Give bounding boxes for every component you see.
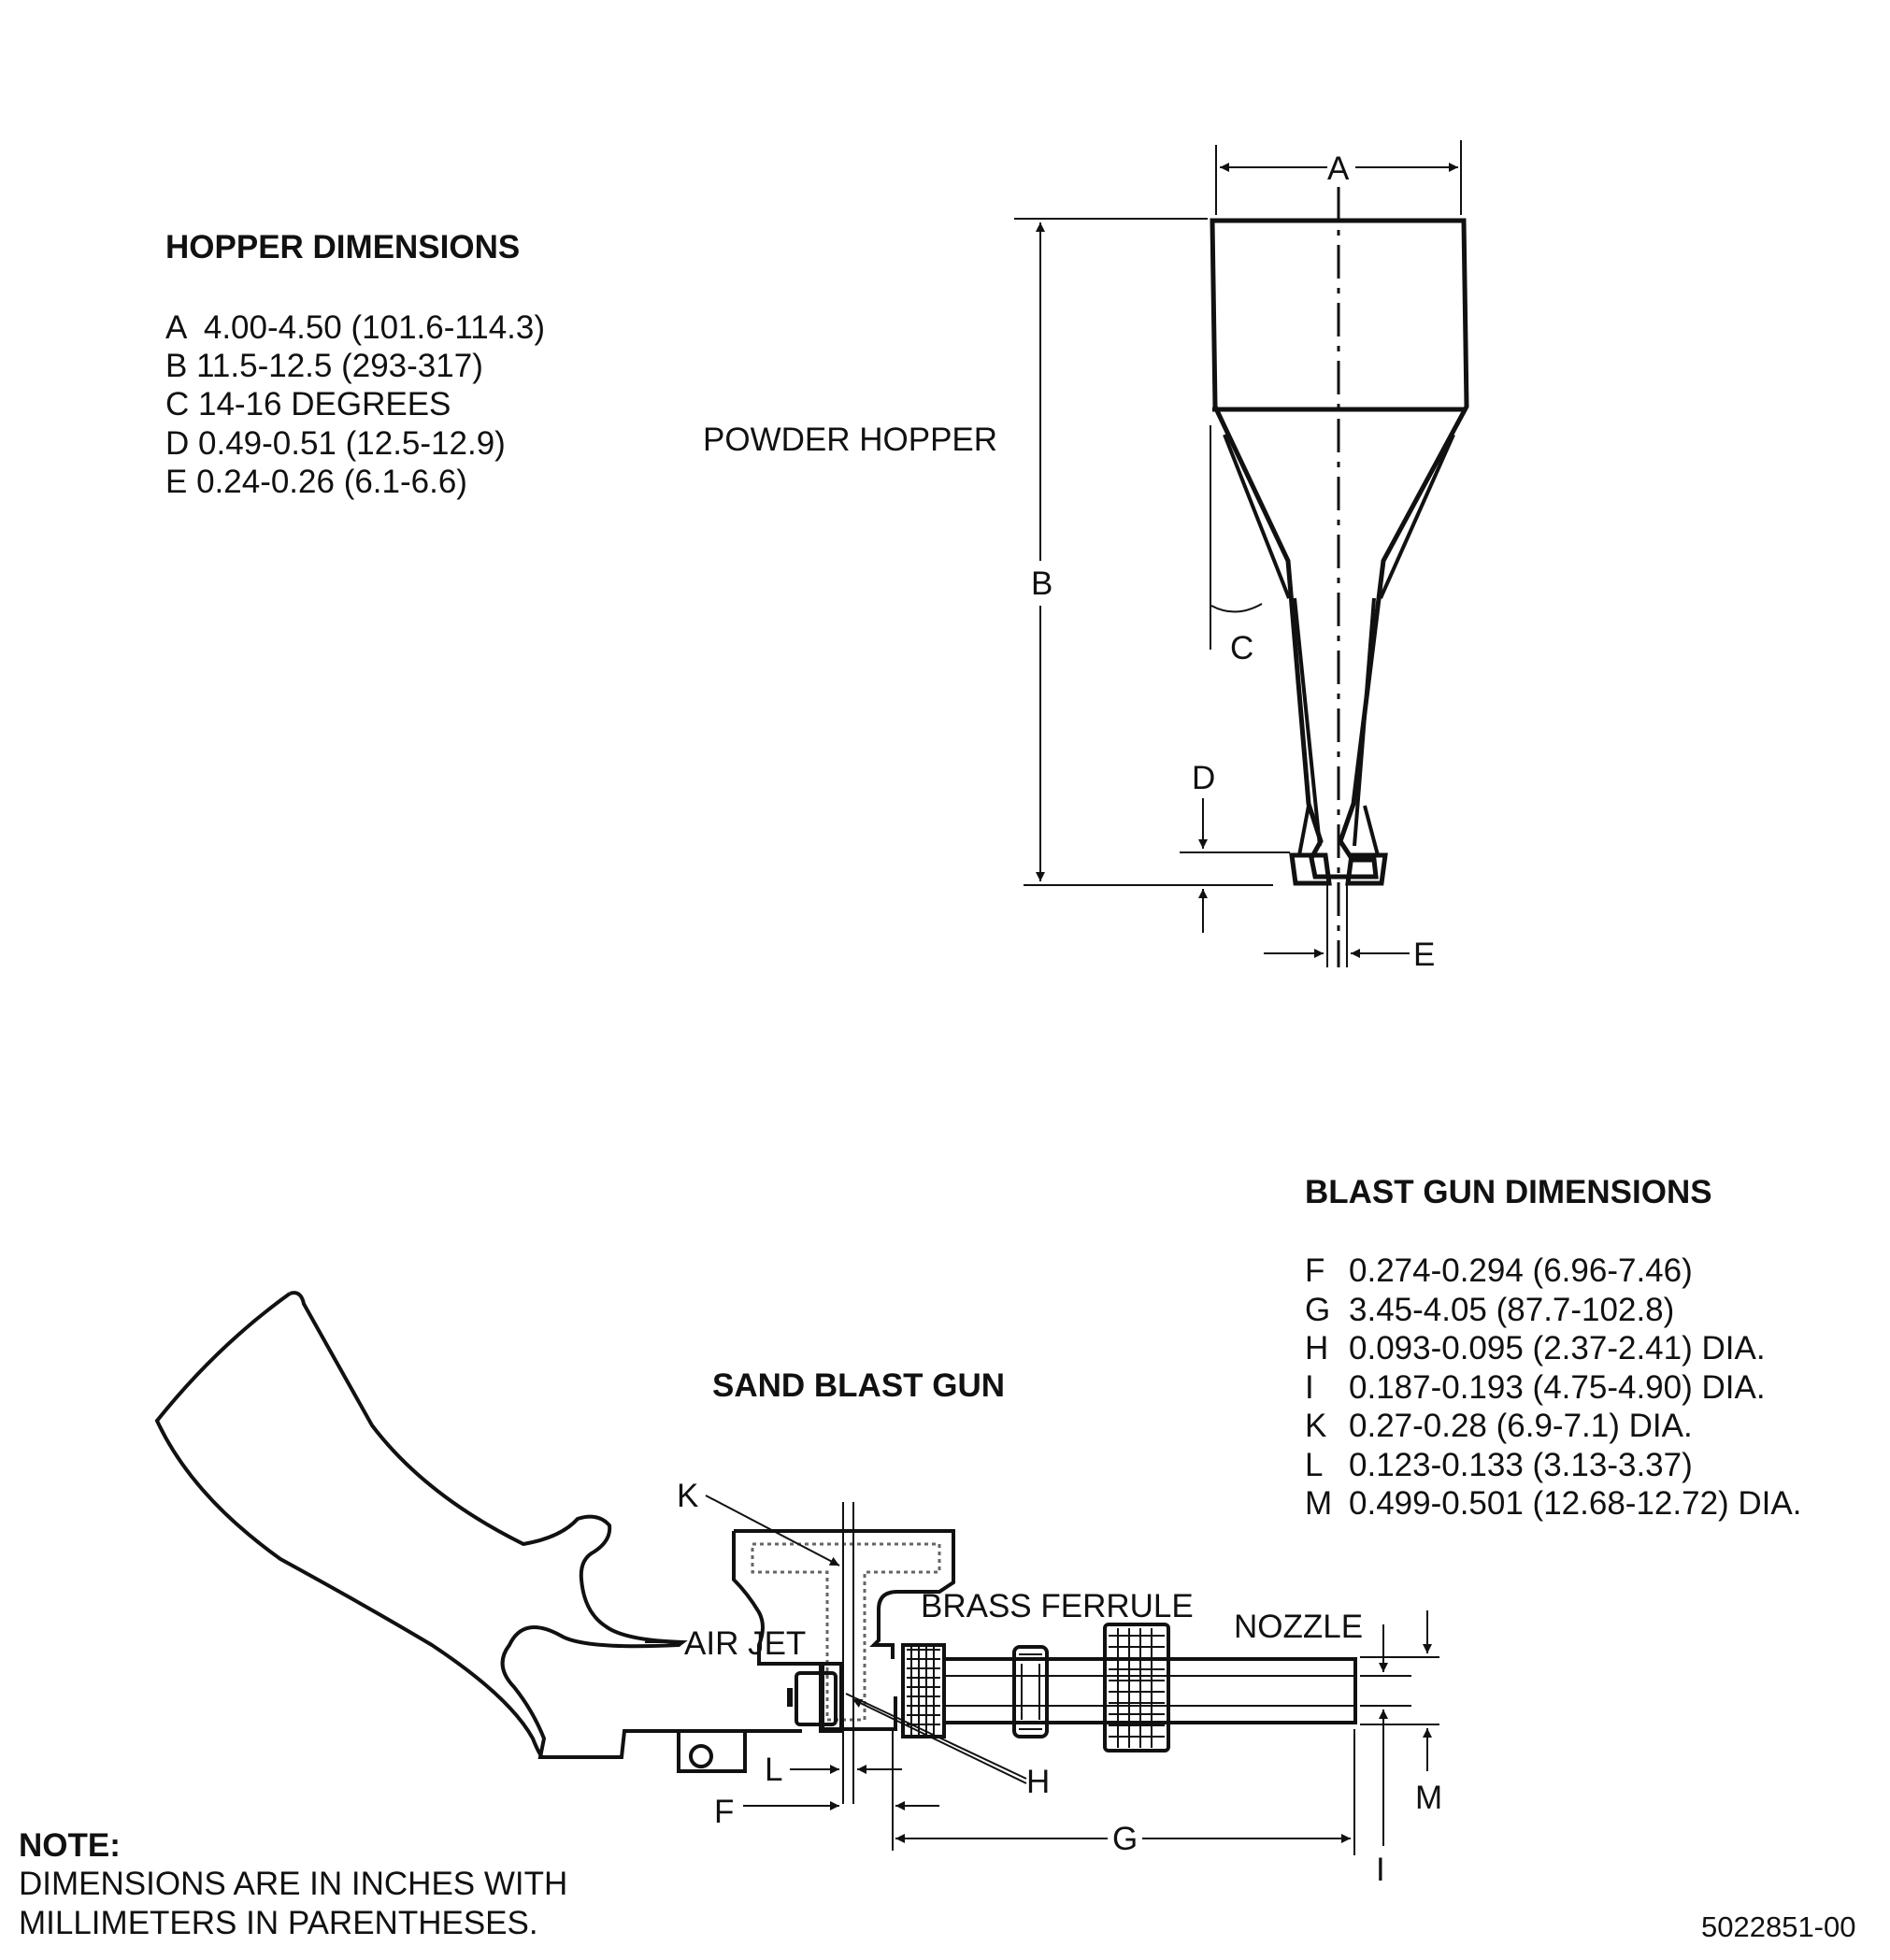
blast-row-f-key: F — [1305, 1252, 1325, 1289]
hopper-row-c: C 14-16 DEGREES — [165, 386, 451, 422]
note-line-1: DIMENSIONS ARE IN INCHES WITH — [19, 1866, 568, 1902]
drawing-number: 5022851-00 — [1701, 1910, 1856, 1943]
hopper-row-a: A 4.00-4.50 (101.6-114.3) — [165, 309, 546, 346]
dim-m-label: M — [1415, 1780, 1443, 1816]
dim-i-label: I — [1376, 1852, 1385, 1888]
dim-h-leader — [852, 1699, 1026, 1783]
air-jet-fitting — [796, 1673, 836, 1724]
dim-d-label: D — [1192, 760, 1216, 796]
blast-gun-dimensions-table — [1305, 1174, 1801, 1522]
dim-c-label: C — [1230, 630, 1254, 666]
blast-row-l-value: 0.123-0.133 (3.13-3.37) — [1349, 1447, 1693, 1483]
gun-handle-outline — [290, 1293, 802, 1757]
blast-row-h-key: H — [1305, 1330, 1329, 1366]
dim-e-label: E — [1413, 937, 1436, 973]
blast-row-l-key: L — [1305, 1447, 1324, 1483]
dim-f-label: F — [714, 1794, 735, 1830]
sand-blast-gun-title: SAND BLAST GUN — [712, 1367, 1006, 1404]
note-heading: NOTE: — [19, 1827, 121, 1864]
blast-row-h-value: 0.093-0.095 (2.37-2.41) DIA. — [1349, 1330, 1766, 1366]
gun-mount-hole — [691, 1746, 711, 1767]
hopper-dimensions-table — [165, 229, 545, 500]
blast-row-m-key: M — [1305, 1485, 1333, 1522]
sand-blast-gun-view — [157, 1293, 1442, 1888]
powder-hopper-label: POWDER HOPPER — [703, 422, 998, 458]
hopper-table-title: HOPPER DIMENSIONS — [165, 229, 521, 265]
blast-row-k-value: 0.27-0.28 (6.9-7.1) DIA. — [1349, 1408, 1693, 1444]
blast-row-g-key: G — [1305, 1292, 1331, 1328]
blast-row-i-key: I — [1305, 1369, 1314, 1406]
dim-a-label: A — [1327, 150, 1350, 187]
blast-row-i-value: 0.187-0.193 (4.75-4.90) DIA. — [1349, 1369, 1766, 1406]
brass-ferrule-label: BRASS FERRULE — [921, 1588, 1194, 1624]
note-line-2: MILLIMETERS IN PARENTHESES. — [19, 1905, 538, 1941]
hopper-row-b: B 11.5-12.5 (293-317) — [165, 348, 483, 384]
dim-c-arc — [1211, 604, 1262, 612]
blast-row-g-value: 3.45-4.05 (87.7-102.8) — [1349, 1292, 1675, 1328]
hopper-row-e: E 0.24-0.26 (6.1-6.6) — [165, 464, 467, 500]
dim-l-label: L — [765, 1752, 783, 1788]
hopper-row-d: D 0.49-0.51 (12.5-12.9) — [165, 425, 506, 462]
dim-g-label: G — [1112, 1821, 1138, 1857]
dim-b-label: B — [1031, 565, 1053, 602]
note-block — [19, 1827, 567, 1941]
nozzle-label: NOZZLE — [1234, 1609, 1364, 1645]
blast-table-title: BLAST GUN DIMENSIONS — [1305, 1174, 1712, 1210]
nozzle-nut — [1105, 1624, 1168, 1751]
dim-h-label: H — [1026, 1764, 1051, 1800]
air-jet-label: AIR JET — [684, 1625, 807, 1662]
powder-hopper-view — [703, 140, 1467, 973]
dim-k-label: K — [677, 1478, 699, 1514]
blast-row-f-value: 0.274-0.294 (6.96-7.46) — [1349, 1252, 1693, 1289]
blast-row-m-value: 0.499-0.501 (12.68-12.72) DIA. — [1349, 1485, 1802, 1522]
blast-row-k-key: K — [1305, 1408, 1327, 1444]
